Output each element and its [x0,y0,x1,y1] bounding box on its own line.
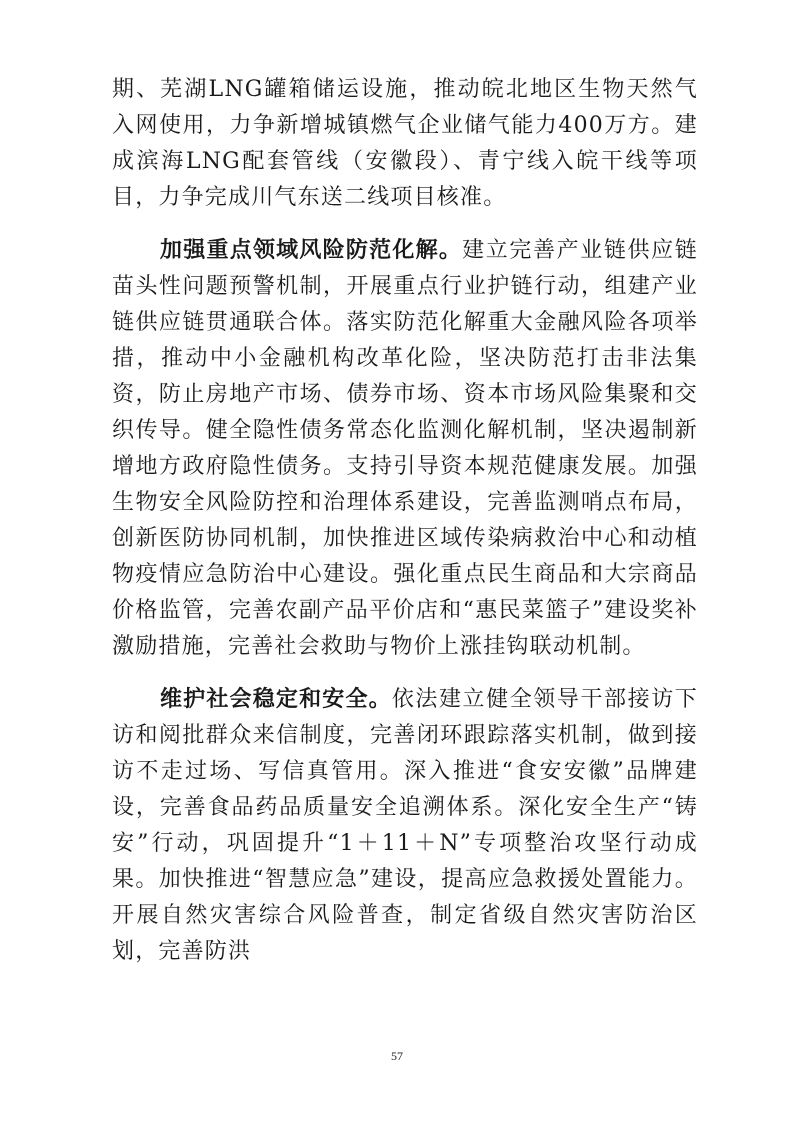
paragraph-risk-prevention [112,233,698,665]
paragraph-text: 建立完善产业链供应链苗头性问题预警机制，开展重点行业护链行动，组建产业链供应链贯通联合体。落实防范化解重大金融风险各项举措，推动中小金融机构改革化险，坚决防范打击非法集资，防止房地产市场、债券市场、资本市场风险集聚和交织传导。健全隐性债务常态化监测化解机制，坚决遏制新增地方政府隐性债务。支持引导资本规范健康发展。加强生物安全风险防控和治理体系建设，完善监测哨点布局，创新医防协同机制，加快推进区域传染病救治中心和动植物疫情应急防治中心建设。强化重点民生商品和大宗商品价格监管，完善农副产品平价店和“惠民菜篮子”建设奖补激励措施，完善社会救助与物价上涨挂钩联动机制。 [112,238,698,659]
paragraph-text: 依法建立健全领导干部接访下访和阅批群众来信制度，完善闭环跟踪落实机制，做到接访不走过场、写信真管用。深入推进“食安安徽”品牌建设，完善食品药品质量安全追溯体系。深化安全生产“铸安”行动，巩固提升“1＋11＋N”专项整治攻坚行动成果。加快推进“智慧应急”建设，提高应急救援处置能力。开展自然灾害综合风险普查，制定省级自然灾害防治区划，完善防洪 [112,687,698,964]
body-text [112,72,698,970]
paragraph-text: 期、芜湖LNG罐箱储运设施，推动皖北地区生物天然气入网使用，力争新增城镇燃气企业储气能力400万方。建成滨海LNG配套管线（安徽段）、青宁线入皖干线等项目，力争完成川气东送二线项目核准。 [112,77,698,210]
paragraph-energy-continuation [112,72,698,216]
paragraph-heading: 维护社会稳定和安全。 [160,687,392,712]
page-number: 57 [391,1049,403,1063]
paragraph-heading: 加强重点领域风险防范化解。 [160,238,463,263]
paragraph-social-stability [112,682,698,970]
